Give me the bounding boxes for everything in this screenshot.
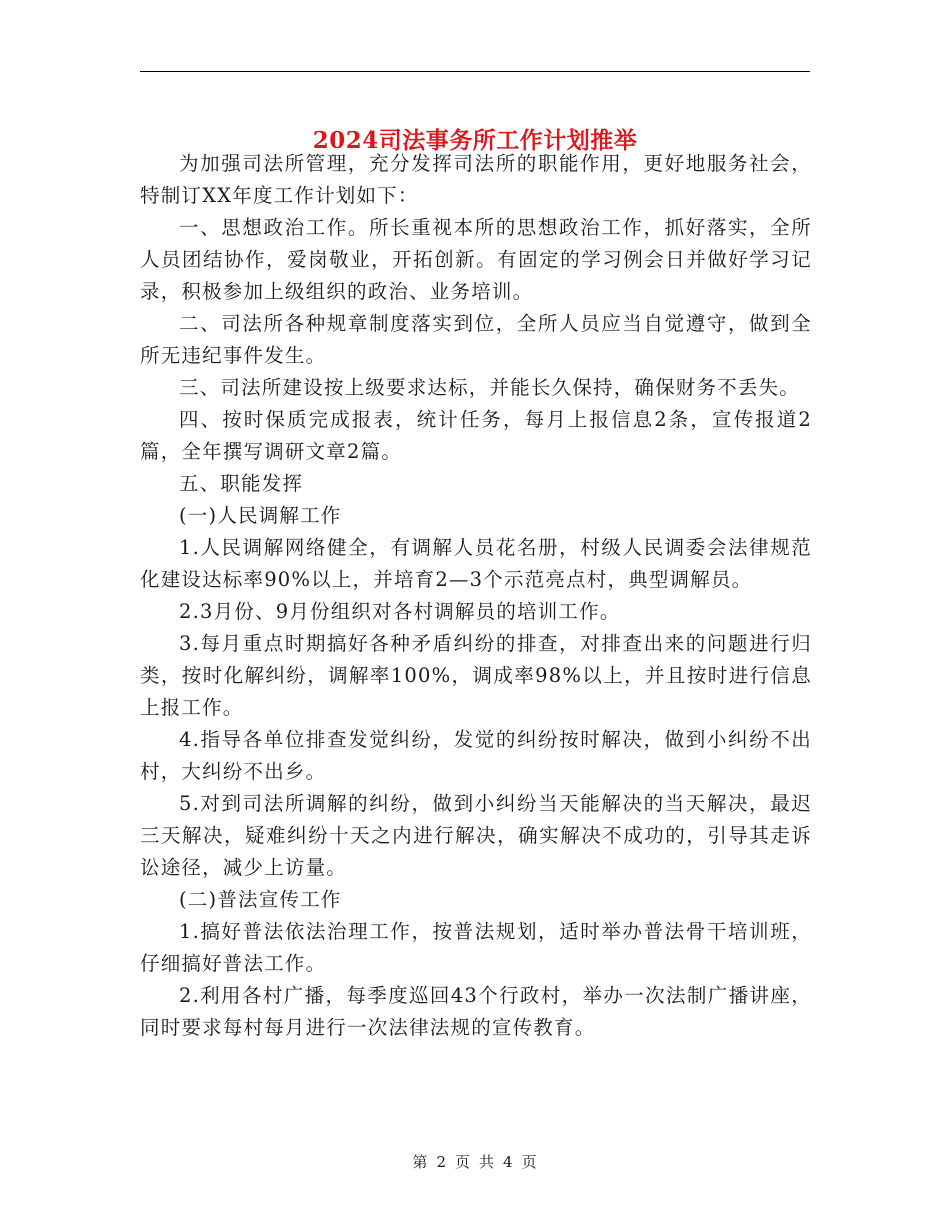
header-rule (140, 71, 810, 72)
list-item-mediation-1: 1.人民调解网络健全，有调解人员花名册，村级人民调委会法律规范化建设达标率90%以上，并培育2—3个示范亮点村，典型调解员。 (140, 536, 812, 591)
footer-total-word: 共 (479, 1153, 496, 1171)
paragraph-reports: 四、按时保质完成报表，统计任务，每月上报信息2条，宣传报道2篇，全年撰写调研文章2篇。 (140, 408, 812, 463)
subsection-heading-legal-publicity: (二)普法宣传工作 (179, 888, 342, 911)
document-title: 2024司法事务所工作计划推举 (312, 127, 638, 155)
footer-current-page: 2 (436, 1153, 447, 1171)
paragraph-political-work: 一、思想政治工作。所长重视本所的思想政治工作，抓好落实，全所人员团结协作，爱岗敬业，开拓创新。有固定的学习例会日并做好学习记录，积极参加上级组织的政治、业务培训。 (140, 216, 812, 303)
page-footer (0, 1150, 950, 1174)
footer-page-word: 页 (454, 1153, 471, 1171)
paragraph-intro: 为加强司法所管理，充分发挥司法所的职能作用，更好地服务社会，特制订XX年度工作计划如下： (140, 152, 812, 207)
list-item-mediation-3: 3.每月重点时期搞好各种矛盾纠纷的排查，对排查出来的问题进行归类，按时化解纠纷，调解率100%，调成率98%以上，并且按时进行信息上报工作。 (140, 632, 812, 719)
list-item-publicity-2: 2.利用各村广播，每季度巡回43个行政村，举办一次法制广播讲座，同时要求每村每月进行一次法律法规的宣传教育。 (140, 984, 812, 1039)
list-item-mediation-4: 4.指导各单位排查发觉纠纷，发觉的纠纷按时解决，做到小纠纷不出村，大纠纷不出乡。 (140, 728, 812, 783)
footer-total-pages: 4 (503, 1153, 514, 1171)
paragraph-regulations: 二、司法所各种规章制度落实到位，全所人员应当自觉遵守，做到全所无违纪事件发生。 (140, 312, 812, 367)
footer-suffix: 页 (521, 1153, 538, 1171)
footer-prefix: 第 (412, 1153, 429, 1171)
list-item-mediation-2: 2.3月份、9月份组织对各村调解员的培训工作。 (179, 600, 621, 623)
list-item-publicity-1: 1.搞好普法依法治理工作，按普法规划，适时举办普法骨干培训班，仔细搞好普法工作。 (140, 920, 812, 975)
list-item-mediation-5: 5.对到司法所调解的纠纷，做到小纠纷当天能解决的当天解决，最迟三天解决，疑难纠纷十天之内进行解决，确实解决不成功的，引导其走诉讼途径，减少上访量。 (140, 792, 812, 879)
document-body (140, 148, 812, 1044)
section-heading-functions: 五、职能发挥 (179, 472, 304, 495)
subsection-heading-mediation: (一)人民调解工作 (179, 504, 342, 527)
paragraph-construction: 三、司法所建设按上级要求达标，并能长久保持，确保财务不丢失。 (179, 376, 801, 399)
